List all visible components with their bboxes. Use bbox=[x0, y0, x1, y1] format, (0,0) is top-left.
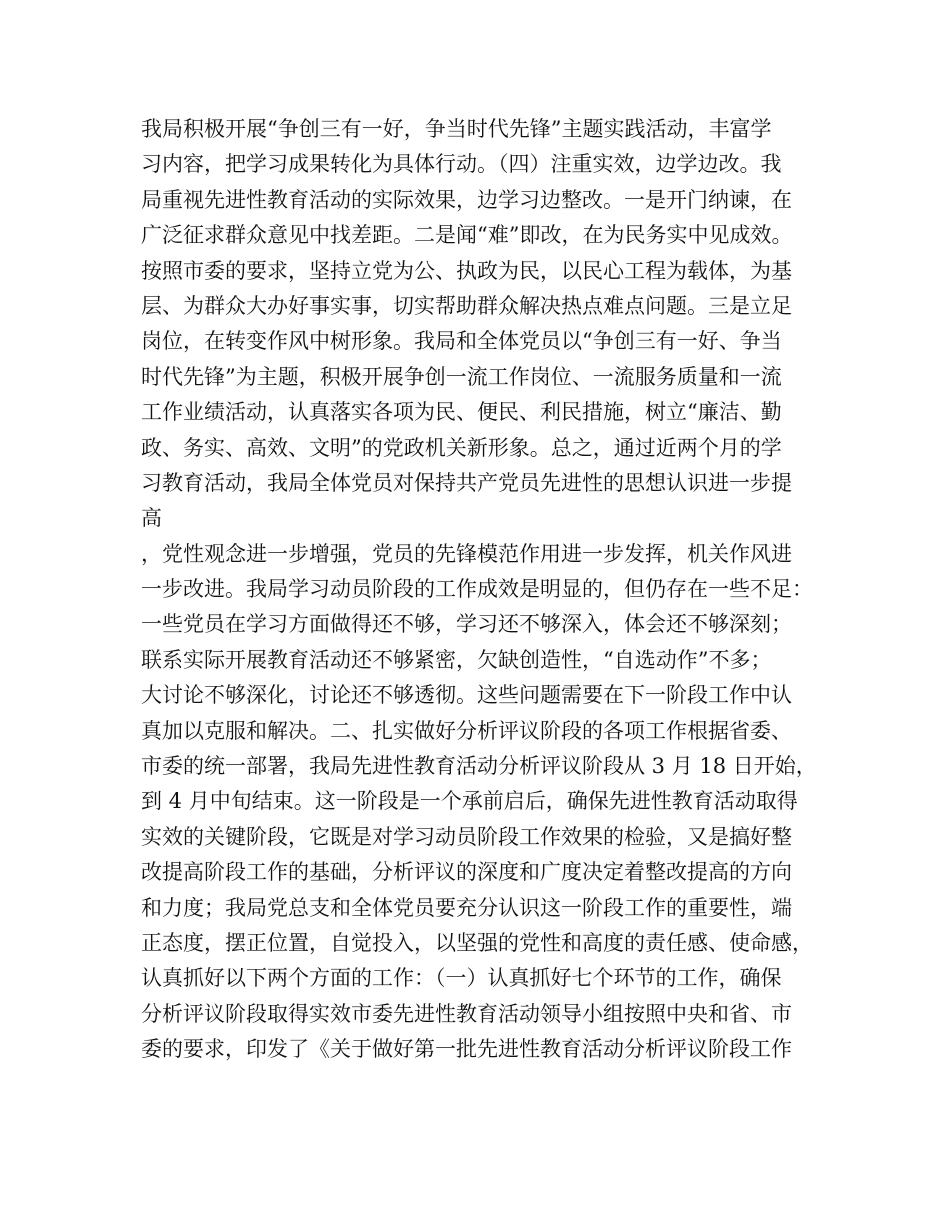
text-line: 改提高阶段工作的基础，分析评议的深度和广度决定着整改提高的方向 bbox=[141, 860, 792, 885]
text-line: 实效的关键阶段，它既是对学习动员阶段工作效果的检验，又是搞好整 bbox=[141, 824, 792, 849]
text-line: 按照市委的要求，坚持立党为公、执政为民，以民心工程为载体，为基 bbox=[141, 258, 792, 283]
text-line: 市委的统一部署，我局先进性教育活动分析评议阶段从 3 月 18 日开始， bbox=[141, 754, 817, 779]
text-line: 认真抓好以下两个方面的工作：（一）认真抓好七个环节的工作，确保 bbox=[141, 966, 782, 991]
text-line: 正态度，摆正位置，自觉投入，以坚强的党性和高度的责任感、使命感， bbox=[141, 930, 813, 955]
text-line: ，党性观念进一步增强，党员的先锋模范作用进一步发挥，机关作风进 bbox=[141, 541, 792, 566]
text-line: 到 4 月中旬结束。这一阶段是一个承前启后，确保先进性教育活动取得 bbox=[141, 789, 798, 814]
text-line: 层、为群众大办好事实事，切实帮助群众解决热点难点问题。三是立足 bbox=[141, 293, 792, 318]
text-line: 习教育活动，我局全体党员对保持共产党员先进性的思想认识进一步提 bbox=[141, 470, 792, 495]
text-line: 真加以克服和解决。二、扎实做好分析评议阶段的各项工作根据省委、 bbox=[141, 718, 792, 743]
text-line: 岗位，在转变作风中树形象。我局和全体党员以“争创三有一好、争当 bbox=[141, 329, 782, 354]
text-line: 一步改进。我局学习动员阶段的工作成效是明显的，但仍存在一些不足： bbox=[141, 577, 813, 602]
text-line: 习内容，把学习成果转化为具体行动。（四）注重实效，边学边改。我 bbox=[141, 152, 782, 177]
text-line: 分析评议阶段取得实效市委先进性教育活动领导小组按照中央和省、市 bbox=[141, 1001, 792, 1026]
text-line: 大讨论不够深化，讨论还不够透彻。这些问题需要在下一阶段工作中认 bbox=[141, 683, 792, 708]
text-line: 政、务实、高效、文明”的党政机关新形象。总之，通过近两个月的学 bbox=[141, 435, 782, 460]
text-line: 高 bbox=[141, 506, 162, 531]
document-body bbox=[141, 112, 831, 1068]
text-line: 广泛征求群众意见中找差距。二是闻“难”即改，在为民务实中见成效。 bbox=[141, 223, 793, 248]
text-line: 和力度；我局党总支和全体党员要充分认识这一阶段工作的重要性，端 bbox=[141, 895, 792, 920]
text-line: 时代先锋”为主题，积极开展争创一流工作岗位、一流服务质量和一流 bbox=[141, 364, 782, 389]
text-line: 委的要求，印发了《关于做好第一批先进性教育活动分析评议阶段工作 bbox=[141, 1037, 792, 1062]
text-line: 联系实际开展教育活动还不够紧密，欠缺创造性，“自选动作”不多； bbox=[141, 647, 772, 672]
text-line: 工作业绩活动，认真落实各项为民、便民、利民措施，树立“廉洁、勤 bbox=[141, 400, 782, 425]
text-line: 局重视先进性教育活动的实际效果，边学习边整改。一是开门纳谏，在 bbox=[141, 187, 792, 212]
text-line: 一些党员在学习方面做得还不够，学习还不够深入，体会还不够深刻； bbox=[141, 612, 792, 637]
text-line: 我局积极开展“争创三有一好，争当时代先锋”主题实践活动，丰富学 bbox=[141, 117, 772, 141]
